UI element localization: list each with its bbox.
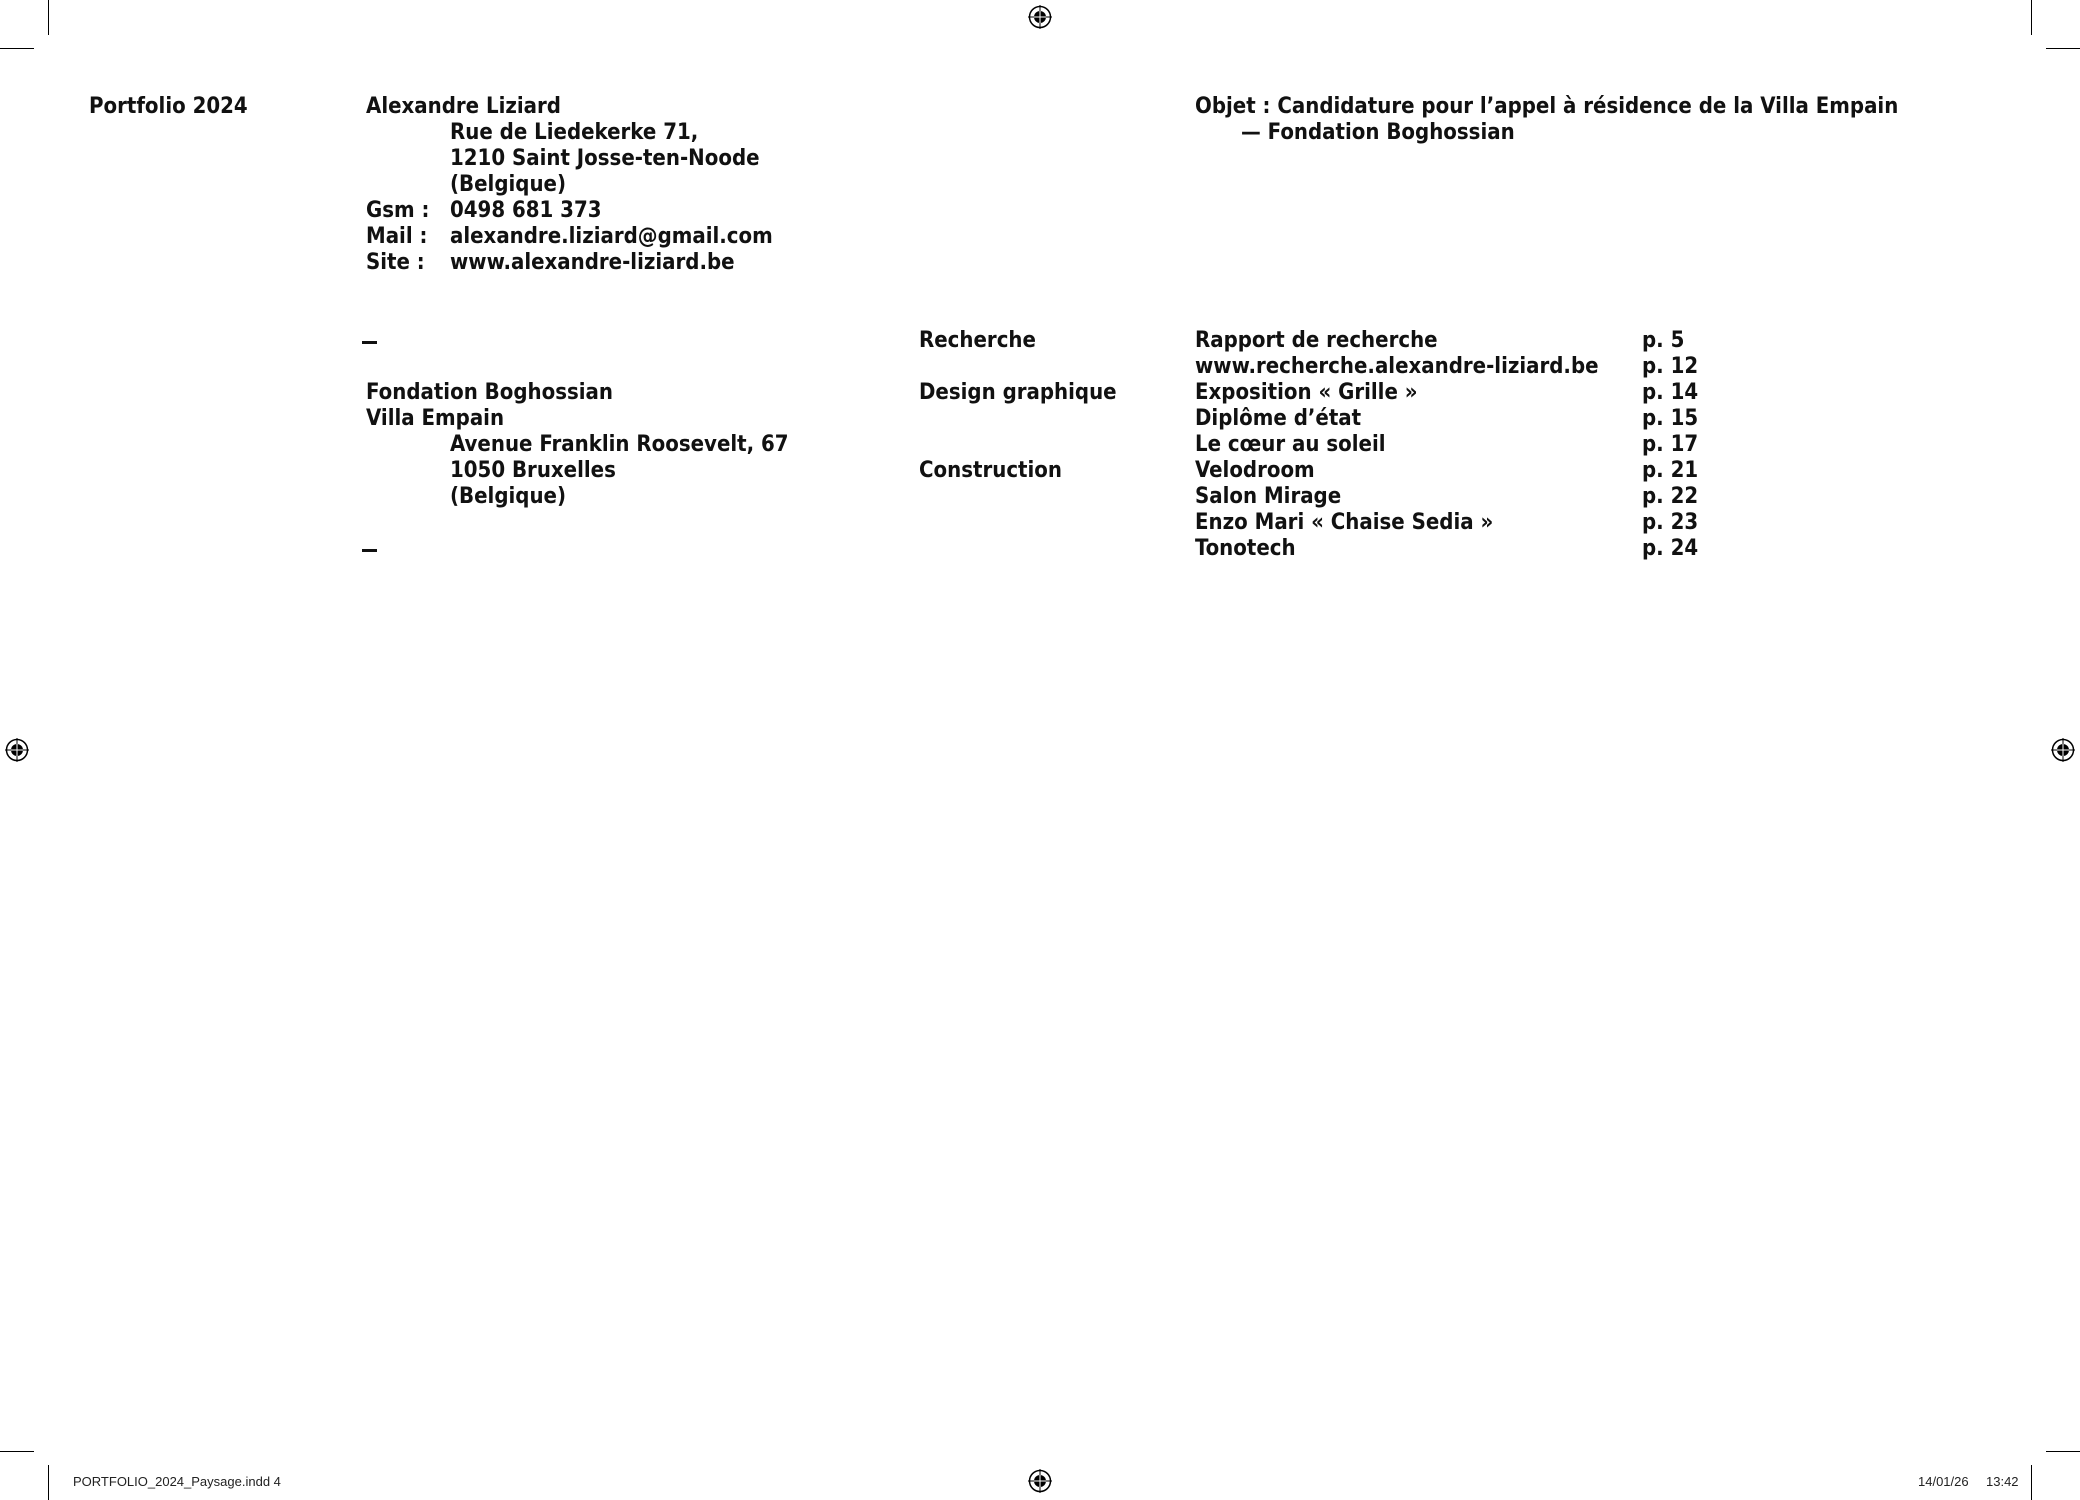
- sender-address-line: 1210 Saint Josse-ten-Noode: [450, 146, 760, 171]
- contact-value-gsm: 0498 681 373: [450, 198, 602, 223]
- contact-label-site: Site :: [366, 250, 425, 275]
- toc-entry-title: Salon Mirage: [1195, 484, 1342, 509]
- registration-mark-icon: [1028, 1469, 1052, 1493]
- toc-entry-page: p. 21: [1642, 458, 1699, 483]
- slug-filename: PORTFOLIO_2024_Paysage.indd 4: [73, 1474, 281, 1489]
- crop-mark: [48, 1465, 49, 1500]
- toc-entry-page: p. 15: [1642, 406, 1699, 431]
- recipient-address-line: (Belgique): [450, 484, 567, 509]
- contact-value-mail[interactable]: alexandre.liziard@gmail.com: [450, 224, 773, 249]
- sender-name: Alexandre Liziard: [366, 94, 561, 119]
- toc-entry-page: p. 23: [1642, 510, 1699, 535]
- toc-entry-title: Enzo Mari « Chaise Sedia »: [1195, 510, 1494, 535]
- contact-value-site[interactable]: www.alexandre-liziard.be: [450, 250, 735, 275]
- sender-address-line: (Belgique): [450, 172, 567, 197]
- separator-dash: [362, 549, 377, 552]
- toc-entry-title: Tonotech: [1195, 536, 1296, 561]
- slug-date: 14/01/26: [1918, 1474, 1969, 1489]
- portfolio-title: Portfolio 2024: [89, 94, 248, 119]
- recipient-address-line: 1050 Bruxelles: [450, 458, 616, 483]
- contact-label-gsm: Gsm :: [366, 198, 430, 223]
- separator-dash: [362, 341, 377, 344]
- subject-line: Objet : Candidature pour l’appel à résidence de la Villa Empain: [1195, 94, 1899, 119]
- crop-mark: [2031, 1465, 2032, 1500]
- crop-mark: [48, 0, 49, 35]
- toc-category-design-graphique: Design graphique: [919, 380, 1117, 405]
- toc-entry-title: Rapport de recherche: [1195, 328, 1438, 353]
- subject-line-recipient: — Fondation Boghossian: [1241, 120, 1515, 145]
- contact-label-mail: Mail :: [366, 224, 428, 249]
- toc-entry-page: p. 5: [1642, 328, 1685, 353]
- toc-entry-title: Le cœur au soleil: [1195, 432, 1386, 457]
- recipient-address-line: Avenue Franklin Roosevelt, 67: [450, 432, 789, 457]
- toc-entry-page: p. 14: [1642, 380, 1699, 405]
- toc-entry-title: Exposition « Grille »: [1195, 380, 1418, 405]
- toc-entry-title: Velodroom: [1195, 458, 1315, 483]
- toc-entry-page: p. 22: [1642, 484, 1699, 509]
- crop-mark: [0, 48, 34, 49]
- crop-mark: [2031, 0, 2032, 35]
- toc-entry-page: p. 24: [1642, 536, 1699, 561]
- toc-entry-page: p. 17: [1642, 432, 1699, 457]
- toc-category-construction: Construction: [919, 458, 1062, 483]
- crop-mark: [2046, 1451, 2080, 1452]
- slug-time: 13:42: [1986, 1474, 2019, 1489]
- recipient-name: Fondation Boghossian: [366, 380, 614, 405]
- crop-mark: [0, 1451, 34, 1452]
- crop-mark: [2046, 48, 2080, 49]
- sender-address-line: Rue de Liedekerke 71,: [450, 120, 699, 145]
- recipient-place: Villa Empain: [366, 406, 505, 431]
- registration-mark-icon: [2051, 738, 2075, 762]
- toc-entry-title[interactable]: www.recherche.alexandre-liziard.be: [1195, 354, 1599, 379]
- registration-mark-icon: [1028, 5, 1052, 29]
- toc-category-recherche: Recherche: [919, 328, 1036, 353]
- registration-mark-icon: [5, 738, 29, 762]
- toc-entry-page: p. 12: [1642, 354, 1699, 379]
- toc-entry-title: Diplôme d’état: [1195, 406, 1362, 431]
